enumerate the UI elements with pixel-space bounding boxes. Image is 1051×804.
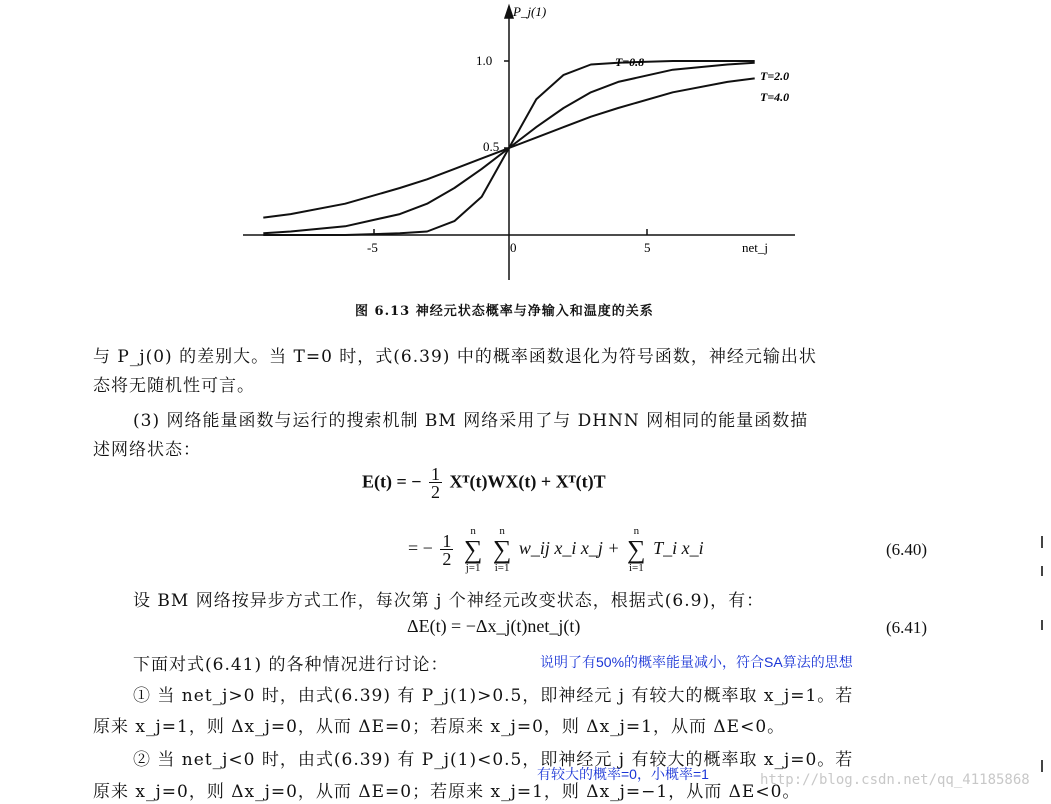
equation-energy-line-2 — [408, 526, 704, 574]
sum-i2-top: n — [633, 525, 640, 537]
eq1-frac-num: 1 — [431, 464, 441, 484]
sum-over-i-2 — [627, 526, 646, 574]
equation-delta-energy: ΔE(t) = −Δx_j(t)net_j(t) — [407, 616, 581, 636]
annotation-note-1: 说明了有50%的概率能量减小，符合SA算法的思想 — [540, 654, 853, 670]
equation-number-6-40: (6.40) — [886, 540, 928, 559]
paragraph-2-line-1: (3) 网络能量函数与运行的搜索机制 BM 网络采用了与 DHNN 网相同的能量函数描 — [133, 411, 809, 431]
probability-figure — [0, 0, 1051, 300]
equation-energy-line-1 — [362, 466, 606, 501]
sum-i-sigma: ∑ — [492, 535, 512, 564]
curve-label-T08: T=0.8 — [615, 55, 645, 69]
curve-label-T40: T=4.0 — [760, 90, 790, 104]
paragraph-2-line-2: 述网络状态： — [93, 440, 201, 460]
scan-mark-1 — [1041, 536, 1043, 548]
sum-i2-sigma: ∑ — [627, 535, 646, 564]
paragraph-1-line-2: 态将无随机性可言。 — [93, 376, 255, 396]
x-tick-minus5: -5 — [367, 240, 378, 255]
y-tick-05: 0.5 — [483, 139, 500, 154]
paragraph-3: 设 BM 网络按异步方式工作，每次第 j 个神经元改变状态，根据式(6.9)，有： — [133, 591, 765, 611]
sum-over-j — [464, 526, 483, 574]
paragraph-1-line-1: 与 P_j(0) 的差别大。当 T=0 时，式(6.39) 中的概率函数退化为符号函数，神经元输出状 — [93, 347, 817, 367]
scan-mark-4 — [1041, 760, 1043, 772]
case-2-line-2: 原来 x_j=0，则 Δx_j=0，从而 ΔE=0；若原来 x_j=1，则 Δx_j=−1，从而 ΔE<0。 — [93, 782, 801, 802]
case-1-line-1: ① 当 net_j>0 时，由式(6.39) 有 P_j(1)>0.5，即神经元 j 有较大的概率取 x_j=1。若 — [133, 686, 854, 706]
equation-number-6-41: (6.41) — [886, 618, 928, 637]
sum-over-i — [493, 526, 512, 574]
case-2-line-1: ② 当 net_j<0 时，由式(6.39) 有 P_j(1)<0.5，即神经元 j 有较大的概率取 x_j=0。若 — [133, 750, 854, 770]
eq2-term-1: w_ij x_i x_j + — [518, 538, 620, 559]
paragraph-4: 下面对式(6.41) 的各种情况进行讨论： — [133, 655, 449, 675]
sum-j-top: n — [470, 525, 476, 537]
sum-j-bottom: j=1 — [465, 562, 481, 574]
figure-caption: 图 6.13 神经元状态概率与净输入和温度的关系 — [355, 304, 654, 319]
sum-i-bottom: i=1 — [494, 562, 510, 574]
eq2-fraction — [440, 530, 453, 569]
eq1-frac-den: 2 — [431, 482, 441, 502]
scan-mark-2 — [1041, 566, 1043, 576]
eq2-lead: = − — [408, 538, 433, 559]
axes — [243, 6, 795, 280]
sum-j-sigma: ∑ — [463, 535, 483, 564]
x-tick-0: 0 — [510, 240, 517, 255]
scan-mark-3 — [1041, 620, 1043, 630]
watermark: http://blog.csdn.net/qq_41185868 — [760, 772, 1030, 788]
annotation-note-2: 有较大的概率=0，小概率=1 — [537, 766, 709, 782]
y-tick-1: 1.0 — [476, 53, 493, 68]
case-1-line-2: 原来 x_j=1，则 Δx_j=0，从而 ΔE=0；若原来 x_j=0，则 Δx_j=1，从而 ΔE<0。 — [93, 717, 786, 737]
eq2-frac-num: 1 — [442, 530, 452, 551]
eq1-lhs: E(t) = − — [362, 471, 422, 492]
eq2-term-2: T_i x_i — [653, 538, 704, 559]
eq2-frac-den: 2 — [442, 548, 452, 569]
y-axis-label: P_j(1) — [513, 4, 547, 19]
sum-i2-bottom: i=1 — [628, 562, 644, 574]
eq1-fraction — [429, 466, 442, 501]
sum-i-top: n — [499, 525, 505, 537]
x-tick-5: 5 — [644, 240, 651, 255]
eq1-rhs: Xᵀ(t)WX(t) + Xᵀ(t)T — [449, 471, 606, 492]
y-axis-arrow — [505, 6, 513, 18]
curve-label-T20: T=2.0 — [760, 69, 790, 83]
x-axis-label: net_j — [742, 240, 768, 255]
